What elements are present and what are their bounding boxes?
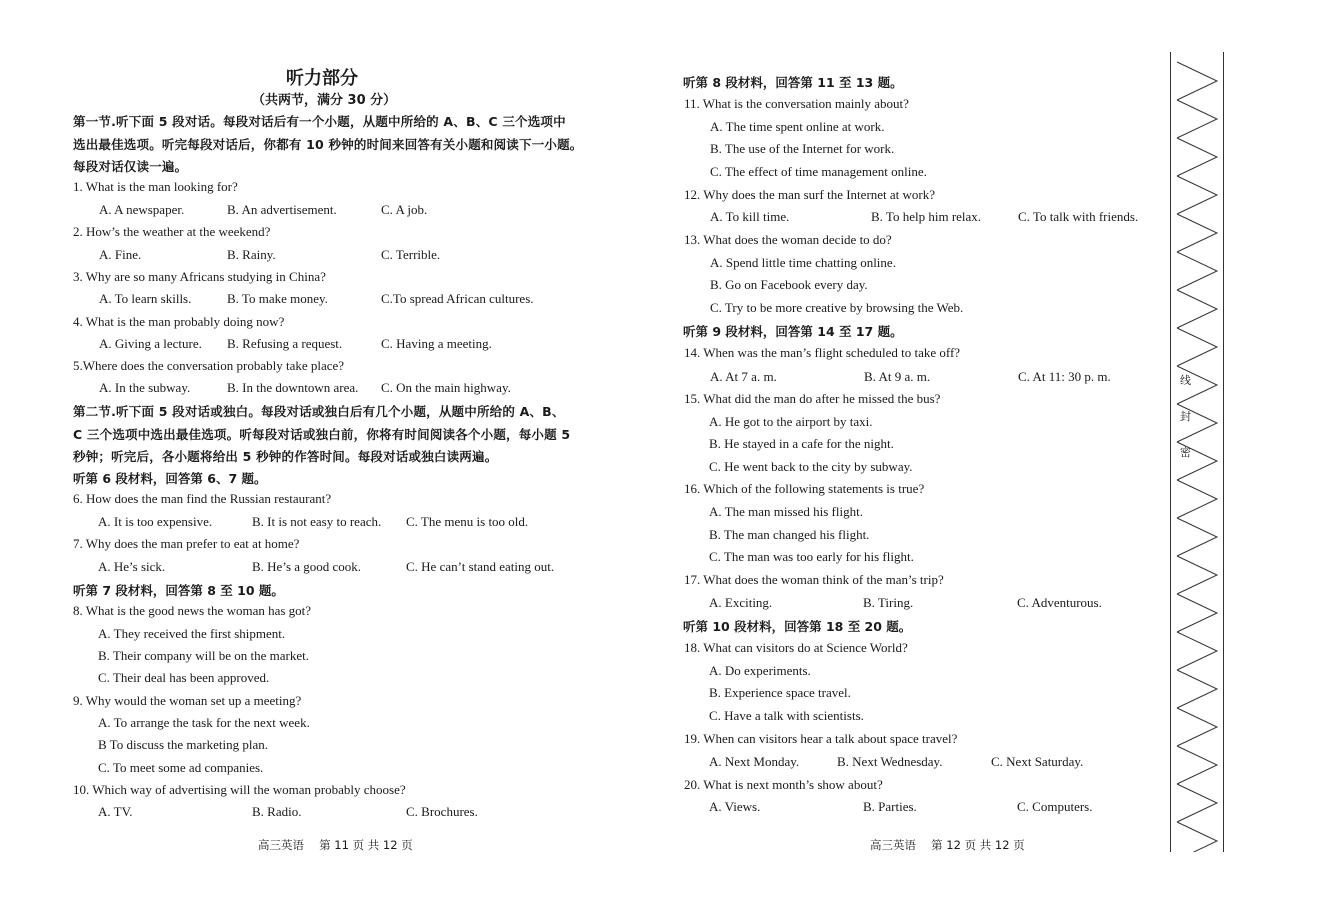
part2-instructions-line: 第二节.听下面 5 段对话或独白。每段对话或独白后有几个小题，从题中所给的 A、B、 xyxy=(73,404,565,419)
q20-option-b: B. Parties. xyxy=(863,799,917,814)
q17-option-b: B. Tiring. xyxy=(863,595,914,610)
question-1: 1. What is the man looking for? xyxy=(73,179,238,194)
q2-option-b: B. Rainy. xyxy=(227,247,276,262)
q13-option-b: B. Go on Facebook every day. xyxy=(710,277,868,292)
question-13: 13. What does the woman decide to do? xyxy=(684,232,892,247)
q13-option-a: A. Spend little time chatting online. xyxy=(710,255,896,270)
q7-option-b: B. He’s a good cook. xyxy=(252,559,362,574)
page-footer-left: 高三英语 第 11 页 共 12 页 xyxy=(258,838,413,852)
question-14: 14. When was the man’s flight scheduled to take off? xyxy=(684,345,961,360)
q7-option-c: C. He can’t stand eating out. xyxy=(406,559,555,574)
q2-option-c: C. Terrible. xyxy=(381,247,441,262)
q19-option-c: C. Next Saturday. xyxy=(991,754,1084,769)
q14-option-a: A. At 7 a. m. xyxy=(710,369,777,384)
binding-margin xyxy=(1170,52,1224,852)
q10-option-b: B. Radio. xyxy=(252,804,302,819)
part1-instructions-line: 选出最佳选项。听完每段对话后，你都有 10 秒钟的时间来回答有关小题和阅读下一小题。 xyxy=(73,137,583,152)
section-heading-9: 听第 9 段材料，回答第 14 至 17 题。 xyxy=(683,324,903,339)
q4-option-c: C. Having a meeting. xyxy=(381,336,492,351)
question-4: 4. What is the man probably doing now? xyxy=(73,314,285,329)
q18-option-c: C. Have a talk with scientists. xyxy=(709,708,864,723)
q17-option-c: C. Adventurous. xyxy=(1017,595,1102,610)
section-subtitle: （共两节，满分 30 分） xyxy=(252,93,397,108)
part1-instructions-line: 第一节.听下面 5 段对话。每段对话后有一个小题，从题中所给的 A、B、C 三个选项中 xyxy=(73,114,566,129)
q5-option-c: C. On the main highway. xyxy=(381,380,511,395)
q12-option-a: A. To kill time. xyxy=(710,209,790,224)
question-6: 6. How does the man find the Russian restaurant? xyxy=(73,491,332,506)
part1-instructions-line: 每段对话仅读一遍。 xyxy=(73,159,188,174)
section-title: 听力部分 xyxy=(286,68,358,89)
question-16: 16. Which of the following statements is true? xyxy=(684,481,925,496)
q19-option-b: B. Next Wednesday. xyxy=(837,754,943,769)
q3-option-a: A. To learn skills. xyxy=(99,291,192,306)
q7-option-a: A. He’s sick. xyxy=(98,559,166,574)
q4-option-b: B. Refusing a request. xyxy=(227,336,343,351)
question-20: 20. What is next month’s show about? xyxy=(684,777,883,792)
q4-option-a: A. Giving a lecture. xyxy=(99,336,202,351)
q9-option-c: C. To meet some ad companies. xyxy=(98,760,264,775)
q15-option-a: A. He got to the airport by taxi. xyxy=(709,414,873,429)
section-heading-10: 听第 10 段材料，回答第 18 至 20 题。 xyxy=(683,619,912,634)
section-heading-8: 听第 8 段材料，回答第 11 至 13 题。 xyxy=(683,75,903,90)
question-3: 3. Why are so many Africans studying in China? xyxy=(73,269,326,284)
question-2: 2. How’s the weather at the weekend? xyxy=(73,224,271,239)
q6-option-b: B. It is not easy to reach. xyxy=(252,514,382,529)
q14-option-b: B. At 9 a. m. xyxy=(864,369,931,384)
q6-option-c: C. The menu is too old. xyxy=(406,514,529,529)
question-17: 17. What does the woman think of the man’s trip? xyxy=(684,572,944,587)
q8-option-c: C. Their deal has been approved. xyxy=(98,670,270,685)
q18-option-a: A. Do experiments. xyxy=(709,663,811,678)
question-10: 10. Which way of advertising will the woman probably choose? xyxy=(73,782,406,797)
section-heading-7: 听第 7 段材料，回答第 8 至 10 题。 xyxy=(73,583,284,598)
q20-option-c: C. Computers. xyxy=(1017,799,1093,814)
q14-option-c: C. At 11: 30 p. m. xyxy=(1018,369,1111,384)
q16-option-a: A. The man missed his flight. xyxy=(709,504,863,519)
binding-char-line: 线 xyxy=(1180,374,1191,387)
q1-option-b: B. An advertisement. xyxy=(227,202,337,217)
q9-option-b: B To discuss the marketing plan. xyxy=(98,737,268,752)
q12-option-c: C. To talk with friends. xyxy=(1018,209,1139,224)
q10-option-a: A. TV. xyxy=(98,804,133,819)
question-19: 19. When can visitors hear a talk about space travel? xyxy=(684,731,958,746)
question-12: 12. Why does the man surf the Internet at work? xyxy=(684,187,936,202)
section-heading-6: 听第 6 段材料，回答第 6、7 题。 xyxy=(73,471,267,486)
q19-option-a: A. Next Monday. xyxy=(709,754,800,769)
question-11: 11. What is the conversation mainly about? xyxy=(684,96,909,111)
q15-option-c: C. He went back to the city by subway. xyxy=(709,459,913,474)
question-5: 5.Where does the conversation probably take place? xyxy=(73,358,345,373)
question-15: 15. What did the man do after he missed the bus? xyxy=(684,391,941,406)
q1-option-c: C. A job. xyxy=(381,202,428,217)
q11-option-c: C. The effect of time management online. xyxy=(710,164,927,179)
question-7: 7. Why does the man prefer to eat at home? xyxy=(73,536,300,551)
binding-char-closed: 密 xyxy=(1180,446,1191,459)
q8-option-b: B. Their company will be on the market. xyxy=(98,648,309,663)
q5-option-b: B. In the downtown area. xyxy=(227,380,359,395)
q15-option-b: B. He stayed in a cafe for the night. xyxy=(709,436,894,451)
question-9: 9. Why would the woman set up a meeting? xyxy=(73,693,302,708)
q12-option-b: B. To help him relax. xyxy=(871,209,982,224)
q20-option-a: A. Views. xyxy=(709,799,761,814)
q11-option-a: A. The time spent online at work. xyxy=(710,119,885,134)
question-18: 18. What can visitors do at Science World? xyxy=(684,640,908,655)
binding-zigzag xyxy=(1171,52,1223,852)
q3-option-c: C.To spread African cultures. xyxy=(381,291,534,306)
q3-option-b: B. To make money. xyxy=(227,291,328,306)
question-8: 8. What is the good news the woman has got? xyxy=(73,603,312,618)
q11-option-b: B. The use of the Internet for work. xyxy=(710,141,895,156)
q16-option-b: B. The man changed his flight. xyxy=(709,527,870,542)
q5-option-a: A. In the subway. xyxy=(99,380,191,395)
q6-option-a: A. It is too expensive. xyxy=(98,514,213,529)
q18-option-b: B. Experience space travel. xyxy=(709,685,851,700)
part2-instructions-line: C 三个选项中选出最佳选项。听每段对话或独白前，你将有时间阅读各个小题，每小题 5 xyxy=(73,427,571,442)
q17-option-a: A. Exciting. xyxy=(709,595,773,610)
q8-option-a: A. They received the first shipment. xyxy=(98,626,286,641)
page-footer-right: 高三英语 第 12 页 共 12 页 xyxy=(870,838,1025,852)
q16-option-c: C. The man was too early for his flight. xyxy=(709,549,914,564)
q2-option-a: A. Fine. xyxy=(99,247,142,262)
part2-instructions-line: 秒钟；听完后，各小题将给出 5 秒钟的作答时间。每段对话或独白读两遍。 xyxy=(73,449,498,464)
q10-option-c: C. Brochures. xyxy=(406,804,478,819)
binding-char-seal: 封 xyxy=(1180,410,1191,423)
q1-option-a: A. A newspaper. xyxy=(99,202,185,217)
q9-option-a: A. To arrange the task for the next week. xyxy=(98,715,310,730)
q13-option-c: C. Try to be more creative by browsing the Web. xyxy=(710,300,964,315)
